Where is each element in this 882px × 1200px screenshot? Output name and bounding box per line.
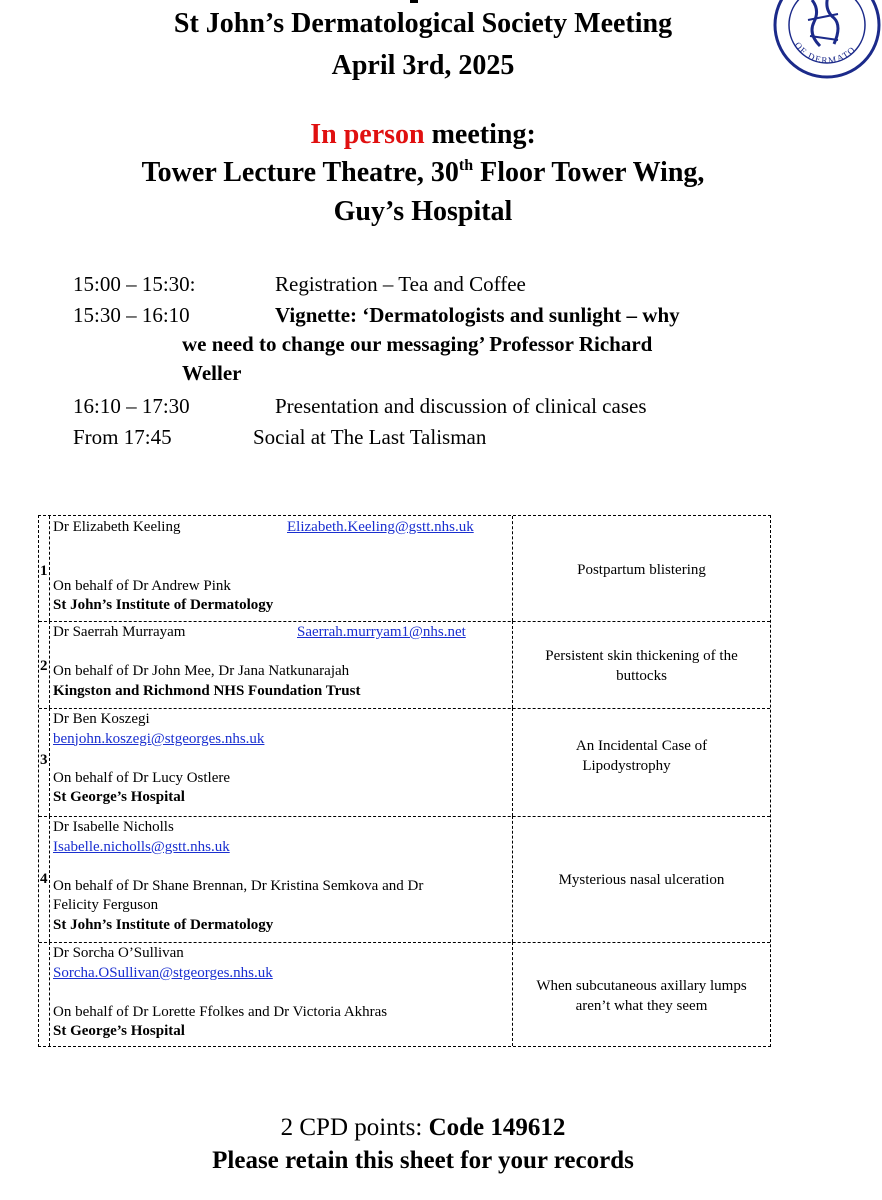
presenter-name: Dr Elizabeth Keeling: [53, 519, 181, 535]
case-topic: [513, 976, 770, 1016]
case-details: [53, 944, 509, 1042]
on-behalf-of: On behalf of Dr Lucy Ostlere: [53, 769, 231, 786]
agenda-time: 16:10 – 17:30: [73, 394, 190, 418]
agenda-time: 15:30 – 16:10: [73, 303, 190, 327]
agenda-desc-continued: Weller: [182, 361, 242, 385]
case-details: [53, 710, 509, 808]
agenda-desc: Presentation and discussion of clinical cases: [275, 394, 647, 418]
agenda-item: [0, 300, 840, 330]
case-details: [53, 818, 509, 935]
agenda-item: [0, 422, 840, 452]
agenda-item: [0, 269, 840, 299]
case-number: 4: [40, 871, 48, 887]
on-behalf-of: On behalf of Dr Lorette Ffolkes and Dr Victoria Akhras: [53, 1003, 388, 1020]
venue-ordinal: th: [458, 157, 474, 174]
agenda-time: 15:00 – 15:30:: [73, 272, 196, 296]
case-topic: Postpartum blistering: [577, 562, 706, 578]
case-number: 1: [40, 563, 48, 579]
presenter-email[interactable]: Saerrah.murryam1@nhs.net: [297, 624, 466, 640]
table-row: [39, 942, 770, 1046]
case-details: [53, 623, 509, 701]
agenda-desc: Social at The Last Talisman: [253, 425, 487, 449]
number-column: [39, 942, 50, 1046]
agenda-desc: Vignette: ‘Dermatologists and sunlight – why: [275, 303, 680, 327]
case-number: 2: [40, 658, 48, 674]
on-behalf-of: On behalf of Dr Andrew Pink: [53, 577, 231, 594]
institution: St John’s Institute of Dermatology: [53, 597, 274, 613]
institution: Kingston and Richmond NHS Foundation Trust: [53, 682, 361, 699]
institution: St John’s Institute of Dermatology: [53, 916, 274, 933]
case-topic-line: Persistent skin thickening of the: [545, 648, 738, 664]
table-row: [39, 516, 770, 622]
cases-table: [38, 515, 771, 1047]
case-topic-line: An Incidental Case of: [575, 738, 708, 754]
meeting-format: [0, 119, 846, 151]
presenter-name: Dr Sorcha O’Sullivan: [53, 945, 184, 961]
cpd-code: Code 149612: [428, 1114, 566, 1141]
meeting-title: St John’s Dermatological Society Meeting: [173, 8, 673, 39]
on-behalf-of-continued: Felicity Ferguson: [53, 897, 159, 913]
on-behalf-of: On behalf of Dr Shane Brennan, Dr Kristina Semkova and Dr: [53, 877, 424, 894]
presenter-email[interactable]: benjohn.koszegi@stgeorges.nhs.uk: [53, 730, 265, 747]
venue-pre: Tower Lecture Theatre, 30: [141, 157, 459, 188]
meeting-format-rest: meeting:: [424, 119, 536, 150]
case-topic-line: aren’t what they seem: [575, 998, 708, 1014]
venue-hospital: Guy’s Hospital: [333, 196, 513, 227]
presenter-name: Dr Saerrah Murrayam: [53, 624, 186, 640]
retain-notice: Please retain this sheet for your records: [212, 1147, 634, 1174]
case-topic: [513, 736, 770, 776]
cpd-prefix: 2 CPD points:: [280, 1114, 429, 1141]
in-person-highlight: In person: [310, 119, 425, 150]
venue-post: Floor Tower Wing,: [473, 157, 705, 188]
agenda-item: [0, 391, 840, 421]
meeting-date: April 3rd, 2025: [331, 50, 515, 81]
on-behalf-of: On behalf of Dr John Mee, Dr Jana Natkunarajah: [53, 663, 350, 679]
table-row: [39, 816, 770, 943]
presenter-email[interactable]: Elizabeth.Keeling@gstt.nhs.uk: [287, 519, 474, 535]
case-topic: [513, 646, 770, 686]
agenda-time: From 17:45: [73, 425, 172, 449]
presenter-email[interactable]: Sorcha.OSullivan@stgeorges.nhs.uk: [53, 964, 273, 981]
institution: St George’s Hospital: [53, 789, 185, 805]
institution: St George’s Hospital: [53, 1023, 185, 1039]
case-number: 3: [40, 752, 48, 768]
table-row: [39, 621, 770, 709]
agenda-desc-continued: we need to change our messaging’ Professor Richard: [182, 332, 653, 356]
cropped-heading-fragment: [410, 0, 418, 3]
case-topic-line: buttocks: [616, 668, 667, 684]
presenter-name: Dr Ben Koszegi: [53, 711, 150, 727]
presenter-name: Dr Isabelle Nicholls: [53, 819, 174, 835]
presenter-email[interactable]: Isabelle.nicholls@gstt.nhs.uk: [53, 838, 230, 855]
case-topic-line: When subcutaneous axillary lumps: [536, 978, 747, 994]
seal-text: OF DERMATO: [792, 40, 858, 66]
table-row: [39, 708, 770, 817]
venue-line: [0, 157, 846, 189]
case-details: [53, 518, 509, 616]
case-topic-line: Lipodystrophy: [582, 758, 671, 774]
case-topic: Mysterious nasal ulceration: [558, 872, 725, 888]
cpd-points: [0, 1113, 846, 1143]
agenda-desc: Registration – Tea and Coffee: [275, 272, 526, 296]
